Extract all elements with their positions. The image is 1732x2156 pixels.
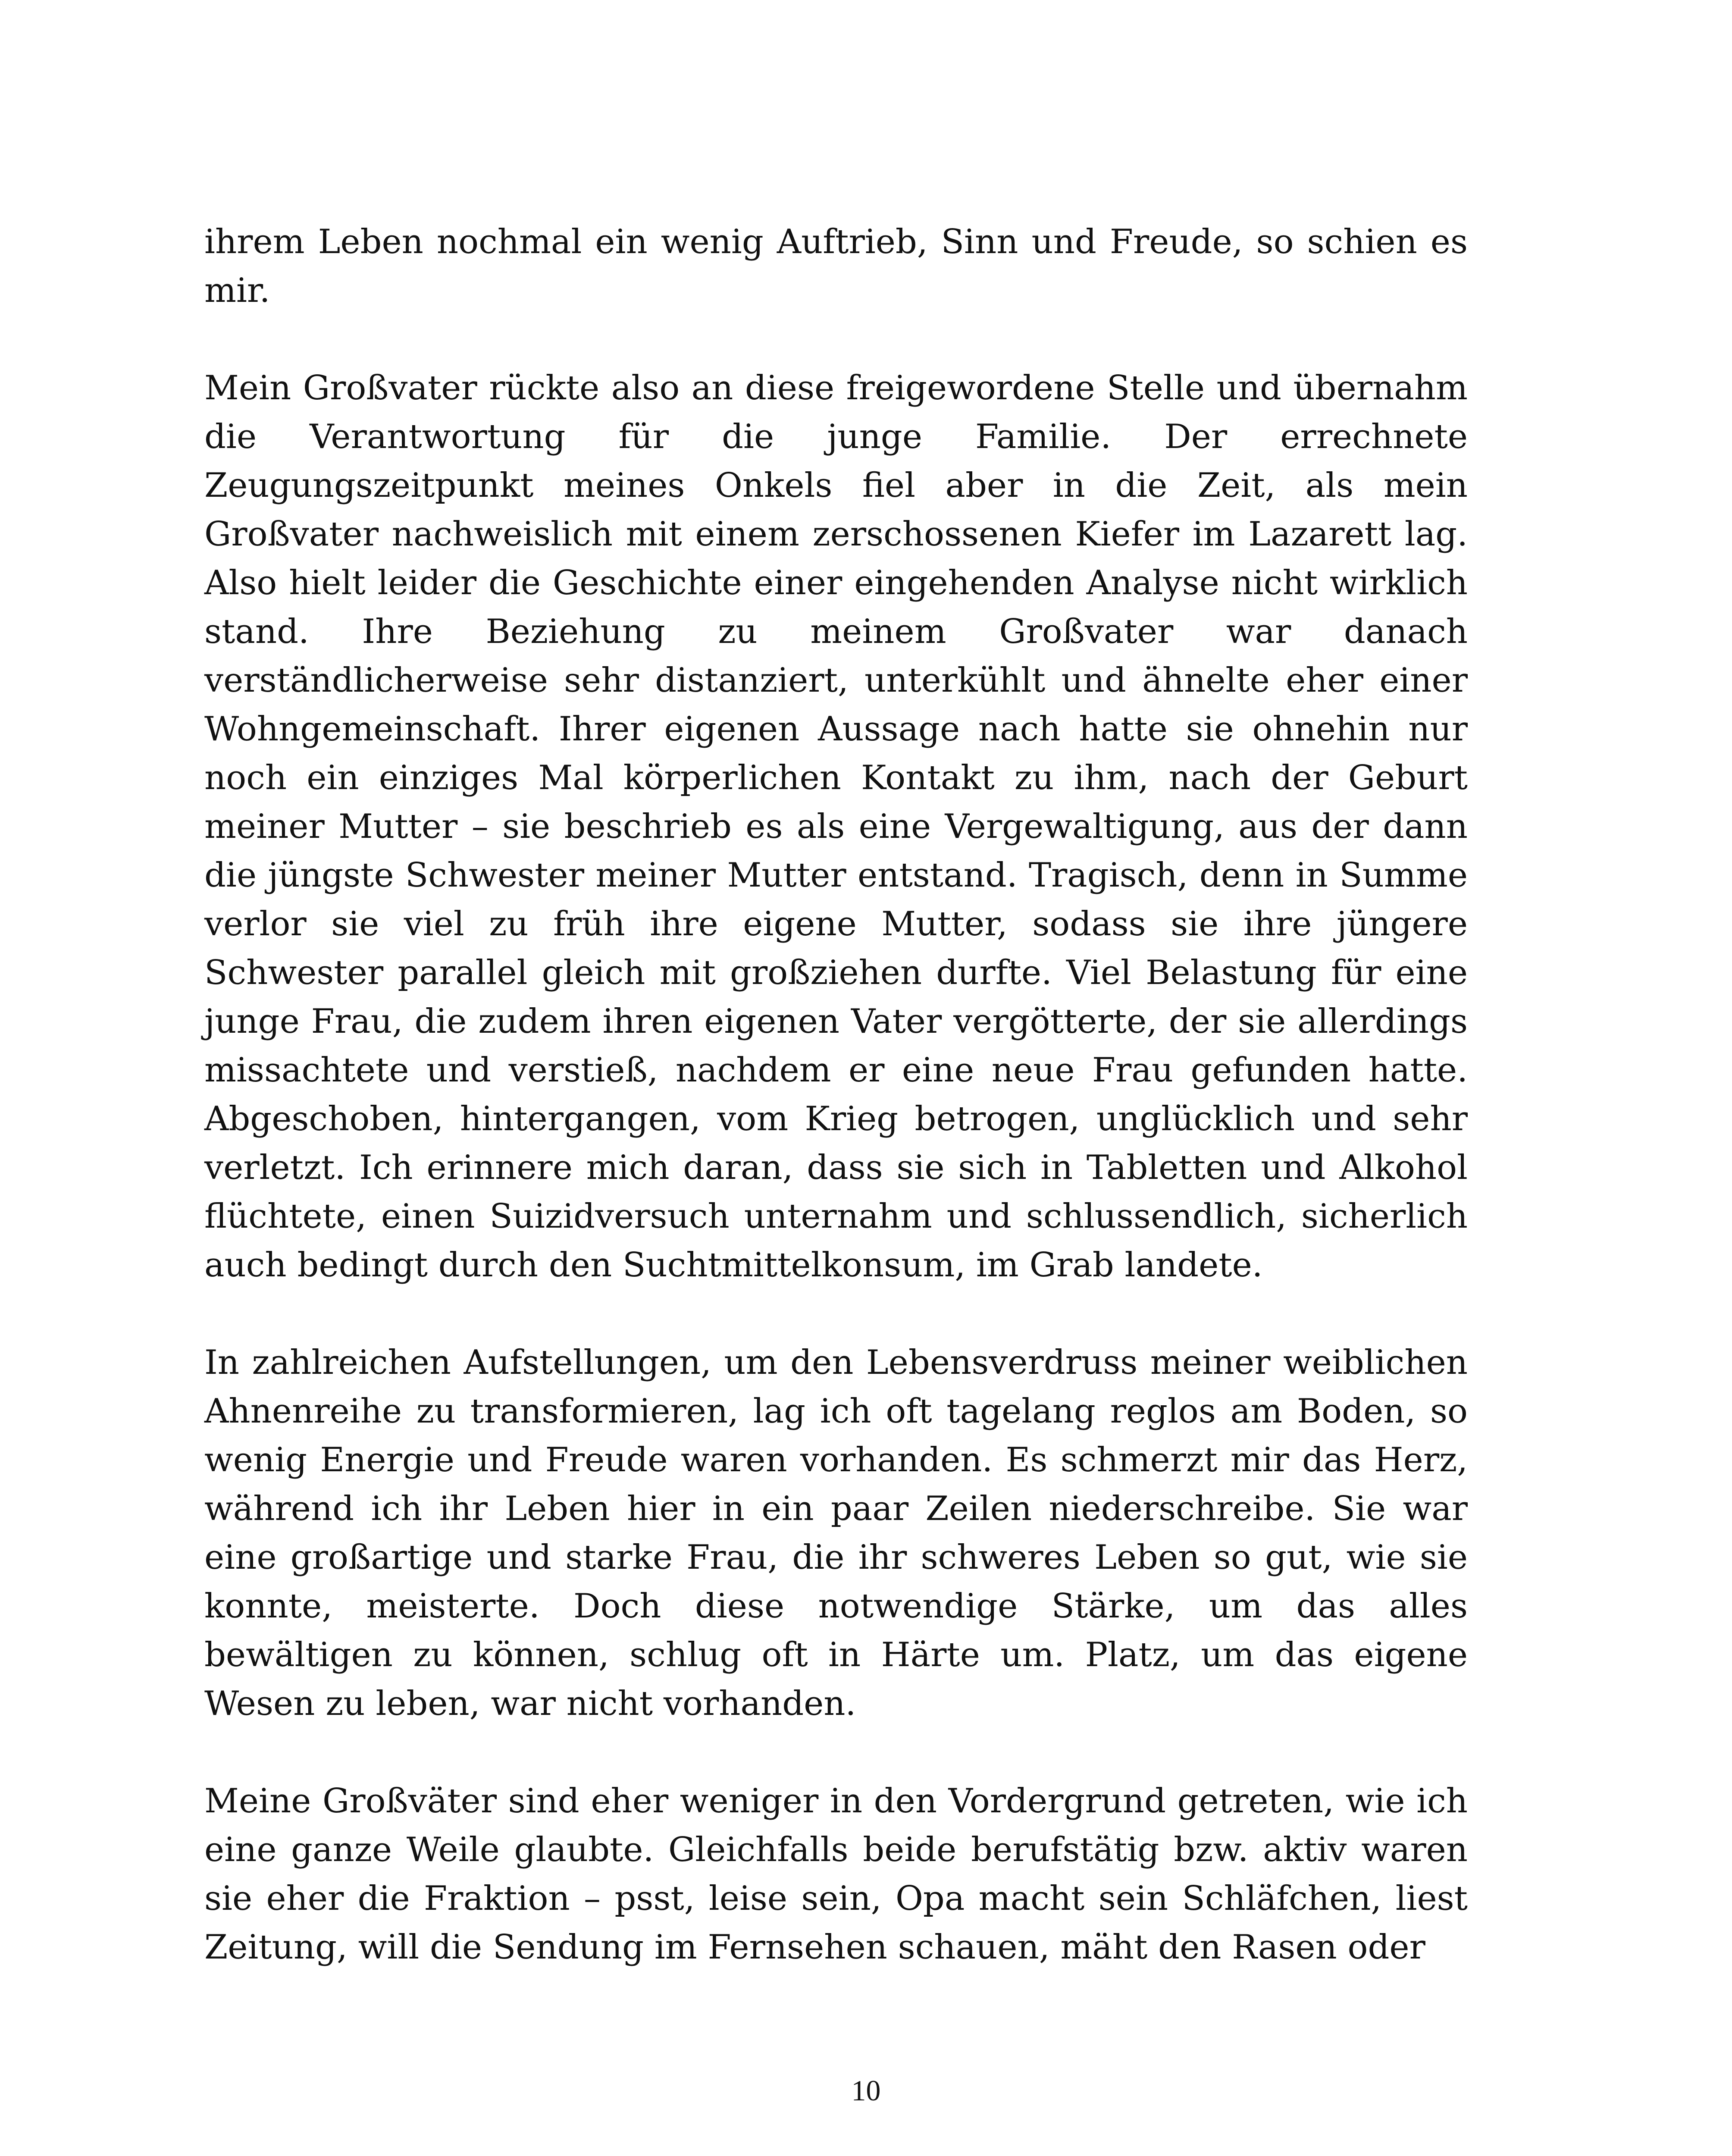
paragraph-4: Meine Großväter sind eher weniger in den Vordergrund getreten, wie ich eine ganze Weile glaubte. Gleichfalls beide berufstätig bzw. aktiv waren sie eher die Fraktion – psst, leise sein, Opa macht sein Schläfchen, liest Zeitung, will die Sendung im Fernsehen schauen, mäht den Rasen oder — [204, 1782, 1468, 1967]
body-text — [204, 218, 1468, 1972]
paragraph-2: Mein Großvater rückte also an diese freigewordene Stelle und übernahm die Verantwortung für die junge Familie. Der errechnete Zeugungszeitpunkt meines Onkels fiel aber in die Zeit, als mein Großvater nachweislich mit einem zerschossenen Kiefer im Lazarett lag. Also hielt leider die Geschichte einer eingehenden Analyse nicht wirklich stand. Ihre Beziehung zu meinem Großvater war danach verständlicherweise sehr distanziert, unterkühlt und ähnelte eher einer Wohngemeinschaft. Ihrer eigenen Aussage nach hatte sie ohnehin nur noch ein einziges Mal körperlichen Kontakt zu ihm, nach der Geburt meiner Mutter – sie beschrieb es als eine Vergewaltigung, aus der dann die jüngste Schwester meiner Mutter entstand. Tragisch, denn in Summe verlor sie viel zu früh ihre eigene Mutter, sodass sie ihre jüngere Schwester parallel gleich mit großziehen durfte. Viel Belastung für eine junge Frau, die zudem ihren eigenen Vater vergötterte, der sie allerdings missachtete und verstieß, nachdem er eine neue Frau gefunden hatte. Abgeschoben, hintergangen, vom Krieg betrogen, unglücklich und sehr verletzt. Ich erinnere mich daran, dass sie sich in Tabletten und Alkohol flüchtete, einen Suizidversuch unternahm und schlussendlich, sicherlich auch bedingt durch den Suchtmittelkonsum, im Grab landete. — [204, 369, 1468, 1285]
page-number: 10 — [851, 2074, 881, 2107]
paragraph-1: ihrem Leben nochmal ein wenig Auftrieb, Sinn und Freude, so schien es mir. — [204, 222, 1468, 310]
paragraph-3: In zahlreichen Aufstellungen, um den Lebensverdruss meiner weiblichen Ahnenreihe zu transformieren, lag ich oft tagelang reglos am Boden, so wenig Energie und Freude waren vorhanden. Es schmerzt mir das Herz, während ich ihr Leben hier in ein paar Zeilen niederschreibe. Sie war eine großartige und starke Frau, die ihr schweres Leben so gut, wie sie konnte, meisterte. Doch diese notwendige Stärke, um das alles bewältigen zu können, schlug oft in Härte um. Platz, um das eigene Wesen zu leben, war nicht vorhanden. — [204, 1343, 1468, 1723]
